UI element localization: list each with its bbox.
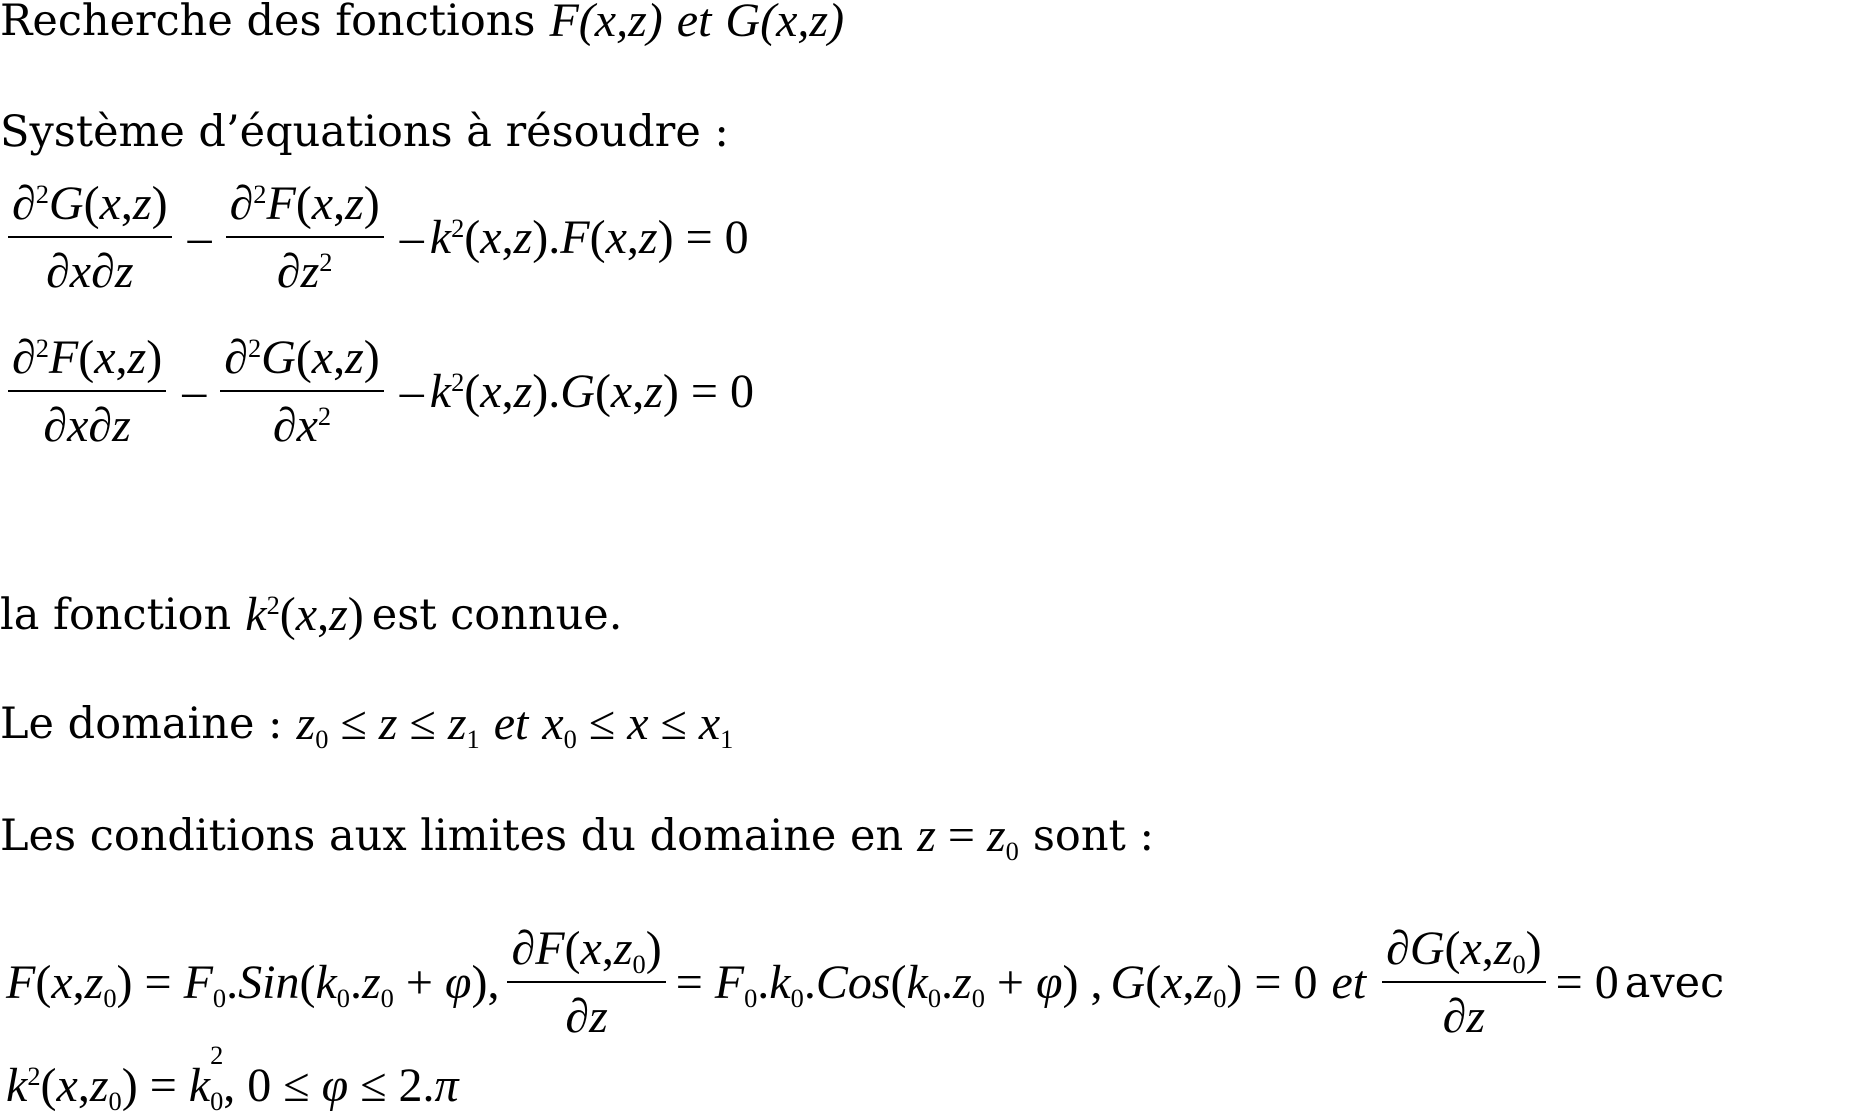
heading-formula: F(x,z) et G(x,z) [549,0,845,47]
boundary-formula: $z = z_0$ [917,809,1019,867]
k0-formula: $k^2(x,z_0) = k$ $_{2 0}$, 0 ≤ φ ≤ 2.π [6,1039,459,1117]
eq1-fraction-2: $\frac{\partial^2F(x,z)}{\partial z^2}$ [226,180,384,296]
conditions-line: $F(x,z_0) = F_0.Sin(k_0.z_0 + \varphi)$, $\frac{\partial F(x,z_0)}{\partial z}$ = $F_0.k_0.Cos(k_0.z_0 + \varphi)$ , $G(x,z_0) = 0$ et $\frac{\partial G(x,z_0)}{\partial z}$ = 0 avec [6,922,1725,1043]
eq2-fraction-2: $\frac{\partial^2G(x,z)}{\partial x^2}$ [220,334,384,450]
known-k-formula: $k^2(x,z)$ [245,588,364,641]
eq1-tail: $k^2(x,z).F(x,z) = 0$ [429,211,749,264]
heading-text: Recherche des fonctions [0,0,536,46]
cond-F: $F(x,z_0) = F_0.Sin(k_0.z_0 + \varphi)$, [6,956,500,1014]
domain-formula: $z_0 \le z \le z_1$ et $x_0 \le x \le x_1$ [296,697,734,755]
equation-1: $\frac{\partial^2G(x,z)}{\partial x\partial z}$ – $\frac{\partial^2F(x,z)}{\partial z^2}$ – $k^2(x,z).F(x,z) = 0$ [0,188,749,288]
boundary-line: Les conditions aux limites du domaine en $z = z_0$ sont : [0,809,1154,867]
k0-line [6,1039,459,1117]
equation-2: $\frac{\partial^2F(x,z)}{\partial x\partial z}$ – $\frac{\partial^2G(x,z)}{\partial x^2}$ – $k^2(x,z).G(x,z) = 0$ [0,342,754,442]
eq2-tail: $k^2(x,z).G(x,z) = 0$ [429,365,754,418]
system-label: Système d’équations à résoudre : [0,106,729,157]
known-function-line: la fonction $k^2(x,z)$ est connue. [0,588,623,641]
cond-dF-fraction: $\frac{\partial F(x,z_0)}{\partial z}$ [507,925,665,1041]
domain-line: Le domaine : $z_0 \le z \le z_1$ et $x_0 \le x \le x_1$ [0,697,734,755]
heading-line [0,0,845,47]
eq1-fraction-1: $\frac{\partial^2G(x,z)}{\partial x\partial z}$ [8,180,172,296]
eq2-fraction-1: $\frac{\partial^2F(x,z)}{\partial x\partial z}$ [8,334,166,450]
cond-dG-fraction: $\frac{\partial G(x,z_0)}{\partial z}$ [1382,925,1546,1041]
cond-dF-rhs: = $F_0.k_0.Cos(k_0.z_0 + \varphi)$ , [675,956,1103,1014]
cond-G: $G(x,z_0) = 0$ [1110,956,1318,1014]
avec-text: avec [1624,957,1725,1008]
